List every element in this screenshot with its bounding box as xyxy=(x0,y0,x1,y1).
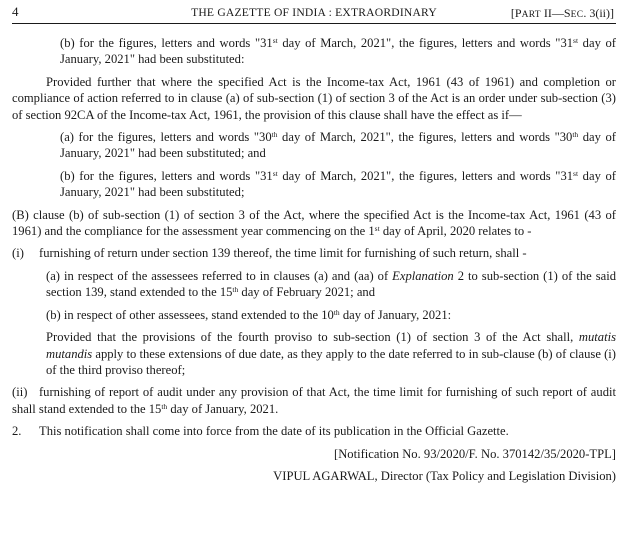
document-body xyxy=(12,35,620,484)
item-2-marker: 2. xyxy=(12,424,22,439)
clause-a-substitution: (a) for the figures, letters and words "30th day of March, 2021", the figures, letters and words "30th day of January, 2021" had been substituted; and xyxy=(60,130,616,161)
clause-b-substitution-2: (b) for the figures, letters and words "31st day of March, 2021", the figures, letters and words "31st day of January, 2021" had been substituted; xyxy=(60,168,616,200)
item-i-marker: (i) xyxy=(12,246,24,261)
gazette-page xyxy=(12,0,620,537)
signatory: VIPUL AGARWAL, Director (Tax Policy and Legislation Division) xyxy=(273,468,616,483)
item-i: (i) furnishing of return under section 139 thereof, the time limit for furnishing of such return, shall - xyxy=(12,246,527,261)
clause-B-paragraph: (B) clause (b) of sub-section (1) of section 3 of the Act, where the specified Act is the Income-tax Act, 1961 (43 of 1961) and the compliance for the assessment year commencing on the 1st day of April, 2020 relates to - xyxy=(12,207,616,239)
sub-item-a: (a) in respect of the assessees referred to in clauses (a) and (aa) of Explanation 2 to sub-section (1) of the said section 139, stand extended to the 15th day of February 2021; and xyxy=(46,268,616,300)
sub-item-b: (b) in respect of other assessees, stand extended to the 10th day of January, 2021: xyxy=(46,307,452,322)
item-ii: (ii) furnishing of report of audit under any provision of that Act, the time limit for furnishing of such report of audit shall stand extended to the 15th day of January, 2021. xyxy=(12,385,620,416)
page-number: 4 xyxy=(12,4,19,19)
page-header xyxy=(12,3,616,24)
gazette-title: THE GAZETTE OF INDIA : EXTRAORDINARY xyxy=(191,6,437,19)
section-reference: [PART II—SEC. 3(ii)] xyxy=(510,6,614,20)
proviso-mutatis: Provided that the provisions of the fourth proviso to sub-section (1) of section 3 of the Act shall, mutatis mutandis apply to these extensions of due date, as they apply to the date referred to in sub-clause (b) of clause (i) of the third proviso thereof; xyxy=(46,330,616,377)
proviso-paragraph: Provided further that where the specified Act is the Income-tax Act, 1961 (43 of 1961) and completion or compliance of action referred to in clause (a) of sub-section (1) of section 3 of the Act is an order under sub-section (3) of section 92CA of the Income-tax Act, 1961, the provision of this clause shall have the effect as if— xyxy=(12,74,616,122)
item-2: 2. This notification shall come into force from the date of its publication in the Official Gazette. xyxy=(12,424,509,439)
clause-b-substitution: (b) for the figures, letters and words "31st day of March, 2021", the figures, letters and words "31st day of January, 2021" had been substituted: xyxy=(60,36,616,67)
notification-reference: [Notification No. 93/2020/F. No. 370142/35/2020-TPL] xyxy=(334,446,616,461)
